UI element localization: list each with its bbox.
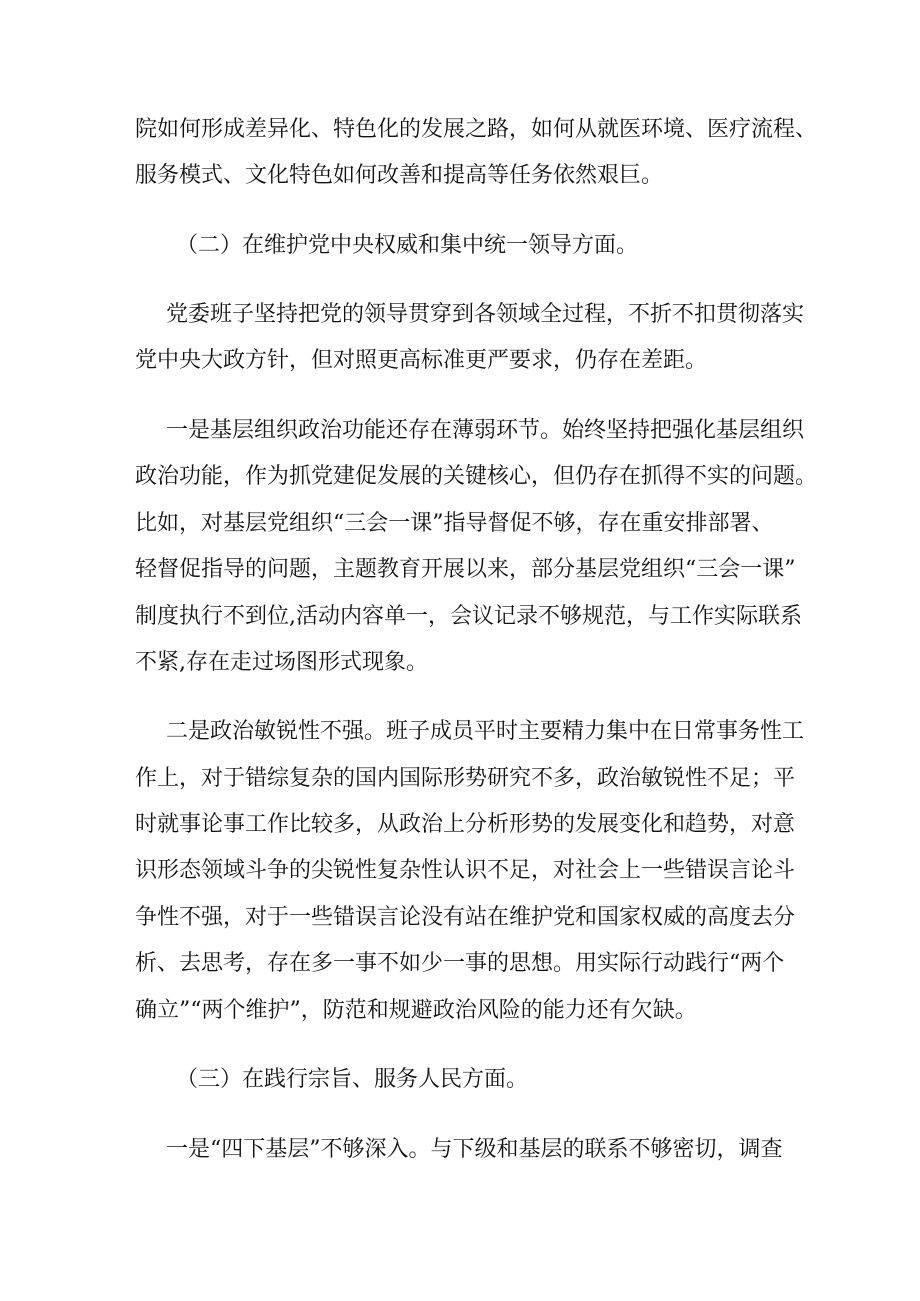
text-line: 争性不强，对于一些错误言论没有站在维护党和国家权威的高度去分	[135, 905, 796, 930]
text-line: 一是基层组织政治功能还存在薄弱环节。始终坚持把强化基层组织	[166, 418, 805, 443]
text-line: 一是“四下基层”不够深入。与下级和基层的联系不够密切，调查	[166, 1137, 783, 1162]
text-line: 作上，对于错综复杂的国内国际形势研究不多，政治敏锐性不足；平	[135, 766, 796, 791]
text-line: 比如，对基层党组织“三会一课”指导督促不够，存在重安排部署、	[135, 511, 774, 536]
text-line: 轻督促指导的问题，主题教育开展以来，部分基层党组织“三会一课”	[135, 557, 796, 582]
text-line: 党委班子坚持把党的领导贯穿到各领域全过程，不折不扣贯彻落实	[166, 302, 805, 327]
heading-text: （三）在践行宗旨、服务人民方面。	[176, 1067, 529, 1092]
text-line: 识形态领域斗争的尖锐性复杂性认识不足，对社会上一些错误言论斗	[135, 858, 796, 883]
text-line: 服务模式、文化特色如何改善和提高等任务依然艰巨。	[135, 163, 664, 188]
text-line: 时就事论事工作比较多，从政治上分析形势的发展变化和趋势，对意	[135, 812, 796, 837]
text-line: 院如何形成差异化、特色化的发展之路，如何从就医环境、医疗流程、	[135, 117, 818, 142]
text-line: 确立”“两个维护”，防范和规避政治风险的能力还有欠缺。	[135, 998, 697, 1023]
text-line: 党中央大政方针，但对照更高标准更严要求，仍存在差距。	[135, 348, 708, 373]
text-line: 二是政治敏锐性不强。班子成员平时主要精力集中在日常事务性工	[166, 719, 805, 744]
text-line: 析、去思考，存在多一事不如少一事的思想。用实际行动践行“两个	[135, 951, 785, 976]
heading-text: （二）在维护党中央权威和集中统一领导方面。	[176, 233, 639, 258]
text-line: 制度执行不到位,活动内容单一，会议记录不够规范，与工作实际联系	[135, 604, 802, 629]
text-line: 不紧,存在走过场图形式现象。	[135, 650, 428, 675]
text-line: 政治功能，作为抓党建促发展的关键核心，但仍存在抓得不实的问题。	[135, 464, 818, 489]
